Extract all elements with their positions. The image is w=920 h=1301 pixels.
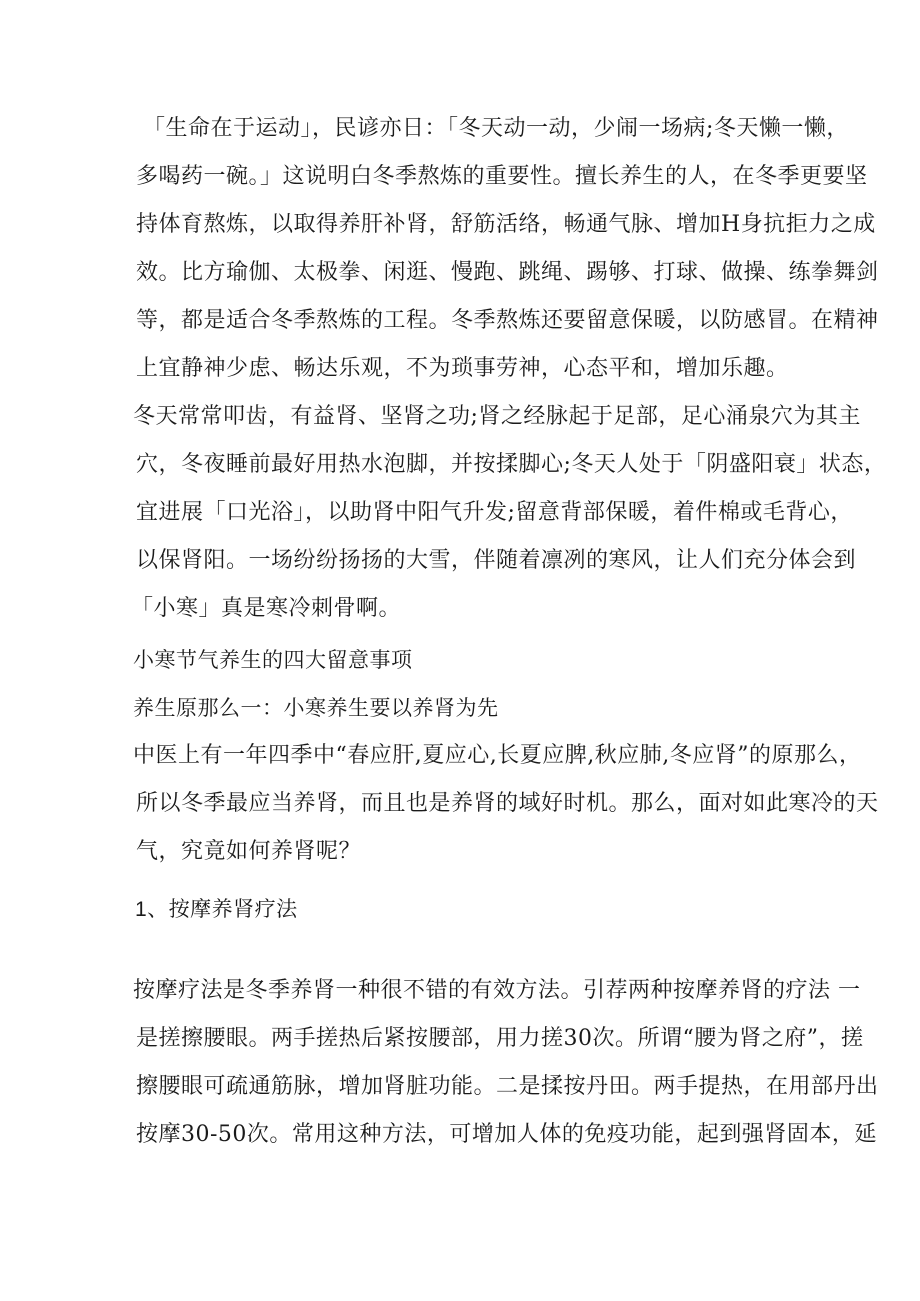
section-title-massage: 1、按摩养肾疗法 [135,898,298,921]
paragraph-1-line-5: 等，都是适合冬季熬炼的工程。冬季熬炼还要留意保暖，以防感冒。在精神 [136,308,879,333]
paragraph-2-line-5: 「小寒」真是寒冷刺骨啊。 [131,596,402,621]
paragraph-1-line-6: 上宜静神少虑、畅达乐观，不为琐事劳神，心态平和，增加乐趣。 [136,356,789,381]
paragraph-3-line-3: 气，究竟如何养肾呢？ [136,839,362,864]
paragraph-1-line-4: 效。比方瑜伽、太极拳、闲逛、慢跑、跳绳、踢够、打球、做操、练拳舞剑 [136,260,879,285]
paragraph-4-line-4: 按摩30-50次。常用这种方法，可增加人体的免疫功能，起到强肾固本，延 [136,1122,877,1147]
paragraph-2-line-2: 穴，冬夜睡前最好用热水泡脚，并按揉脚心;冬天人处于「阴盛阳衰」状态， [136,452,887,477]
paragraph-2-line-4: 以保肾阳。一场纷纷扬扬的大雪，伴随着凛冽的寒风，让人们充分体会到 [136,548,857,573]
heading-four-notes: 小寒节气养生的四大留意事项 [133,648,413,672]
paragraph-2-line-3: 宜进展「口光浴」，以助肾中阳气升发;留意背部保暖，着件棉或毛背心， [136,500,853,525]
paragraph-4-line-1: 按摩疗法是冬季养肾一种很不错的有效方法。引荐两种按摩养肾的疗法 一 [133,978,861,1003]
paragraph-1-line-1: 「生命在于运动」，民谚亦日：「冬天动一动，少闹一场病;冬天懒一懒， [143,116,849,141]
paragraph-3-line-1: 中医上有一年四季中“春应肝,夏应心,长夏应脾,秋应肺,冬应肾”的原那么， [133,743,862,768]
paragraph-4-line-3: 擦腰眼可疏通筋脉，增加肾脏功能。二是揉按丹田。两手提热，在用部丹出 [136,1074,879,1099]
paragraph-4-line-2: 是搓擦腰眼。两手搓热后紧按腰部，用力搓30次。所谓“腰为肾之府”，搓 [136,1026,864,1051]
paragraph-3-line-2: 所以冬季最应当养肾，而且也是养肾的域好时机。那么，面对如此寒冷的天 [136,791,879,816]
paragraph-2-line-1: 冬天常常叩齿，有益肾、坚肾之功;肾之经脉起于足部，足心涌泉穴为其主 [133,404,861,429]
heading-principle-one: 养生原那么一：小寒养生要以养肾为先 [133,696,499,720]
paragraph-1-line-3: 持体育熬炼，以取得养肝补肾，舒筋活络，畅通气脉、增加H身抗拒力之成 [136,212,876,237]
paragraph-1-line-2: 多喝药一碗。」这说明白冬季熬炼的重要性。擅长养生的人，在冬季更要坚 [136,164,868,189]
